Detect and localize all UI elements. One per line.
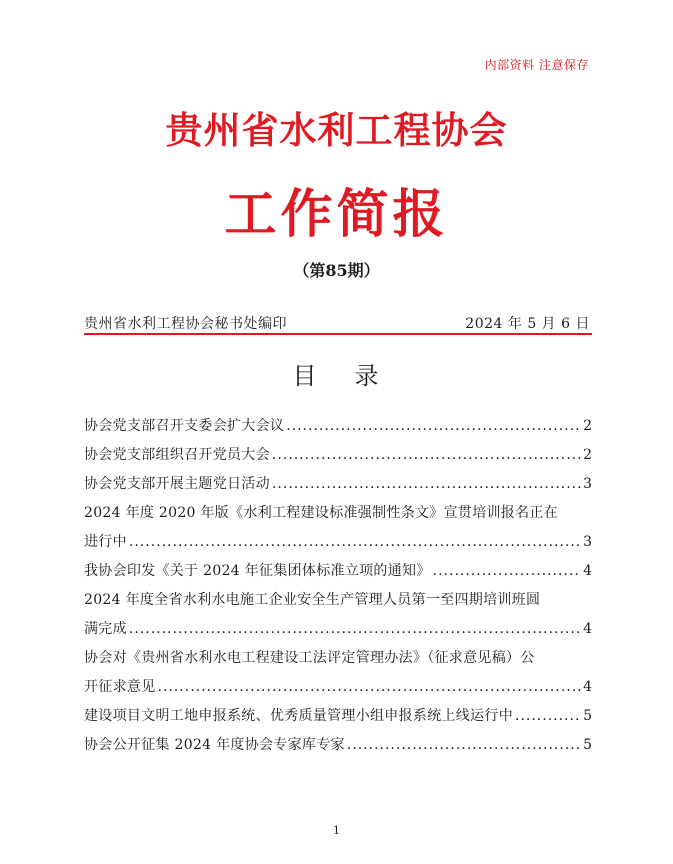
toc-heading-left: 目 [292,362,319,390]
toc-entry[interactable] [84,412,592,441]
toc-leader-dots [515,702,581,731]
toc-entry-line [84,731,592,760]
toc-heading [0,356,673,391]
toc-entry[interactable] [84,441,592,470]
toc-entry-line [84,470,592,499]
toc-entry-line [84,412,592,441]
toc-leader-dots [286,412,581,441]
toc-page-number: 5 [583,708,592,724]
org-title: 贵州省水利工程协会 [165,109,508,152]
toc-leader-dots [272,470,581,499]
toc-leader-dots [158,673,582,702]
toc-entry-line [84,673,592,702]
toc-leader-dots [347,731,581,760]
toc-entry[interactable] [84,499,592,557]
toc-page-number: 3 [583,534,592,550]
header-divider [84,333,592,335]
toc-entry-title: 进行中 [84,534,127,550]
toc-entry[interactable] [84,731,592,760]
toc-entry-title: 建设项目文明工地申报系统、优秀质量管理小组申报系统上线运行中 [84,708,513,724]
toc-entry[interactable] [84,557,592,586]
toc-leader-dots [129,615,581,644]
toc-entry-line [84,702,592,731]
toc-entry-line [84,528,592,557]
toc-entry-title: 满完成 [84,621,127,637]
toc-entry[interactable] [84,702,592,731]
toc-entry-text: 2024 年度 2020 年版《水利工程建设标准强制性条文》宣贯培训报名正在 [84,505,559,521]
toc-entry[interactable] [84,644,592,702]
confidential-label: 内部资料 注意保存 [484,58,589,72]
toc-entry-title: 协会党支部组织召开党员大会 [84,447,270,463]
toc-entry-title: 协会党支部开展主题党日活动 [84,476,270,492]
toc-entry-title: 协会党支部召开支委会扩大会议 [84,418,285,434]
toc-entry-line [84,615,592,644]
toc-heading-right: 录 [354,362,381,390]
toc-leader-dots [129,528,581,557]
toc-page-number: 2 [583,418,592,434]
publication-date: 2024 年 5 月 6 日 [465,316,590,332]
brief-title: 工作简报 [224,185,449,245]
toc-entry[interactable] [84,586,592,644]
toc-entry-text: 协会对《贵州省水利水电工程建设工法评定管理办法》（征求意见稿）公 [84,650,535,666]
table-of-contents [84,412,592,760]
toc-entry[interactable] [84,470,592,499]
toc-entry-text: 2024 年度全省水利水电施工企业安全生产管理人员第一至四期培训班圆 [84,592,541,608]
toc-page-number: 3 [583,476,592,492]
toc-page-number: 5 [583,737,592,753]
issue-number: （第85期） [293,261,380,280]
toc-entry-line [84,441,592,470]
toc-entry-title: 协会公开征集 2024 年度协会专家库专家 [84,737,345,753]
publisher: 贵州省水利工程协会秘书处编印 [84,316,287,332]
toc-page-number: 4 [583,563,592,579]
toc-page-number: 2 [583,447,592,463]
toc-entry-line [84,557,592,586]
toc-leader-dots [272,441,581,470]
toc-page-number: 4 [583,621,592,637]
toc-entry-title: 我协会印发《关于 2024 年征集团体标准立项的通知》 [84,563,431,579]
page-number: 1 [333,824,340,837]
toc-entry-title: 开征求意见 [84,679,156,695]
toc-leader-dots [433,557,581,586]
toc-page-number: 4 [583,679,592,695]
